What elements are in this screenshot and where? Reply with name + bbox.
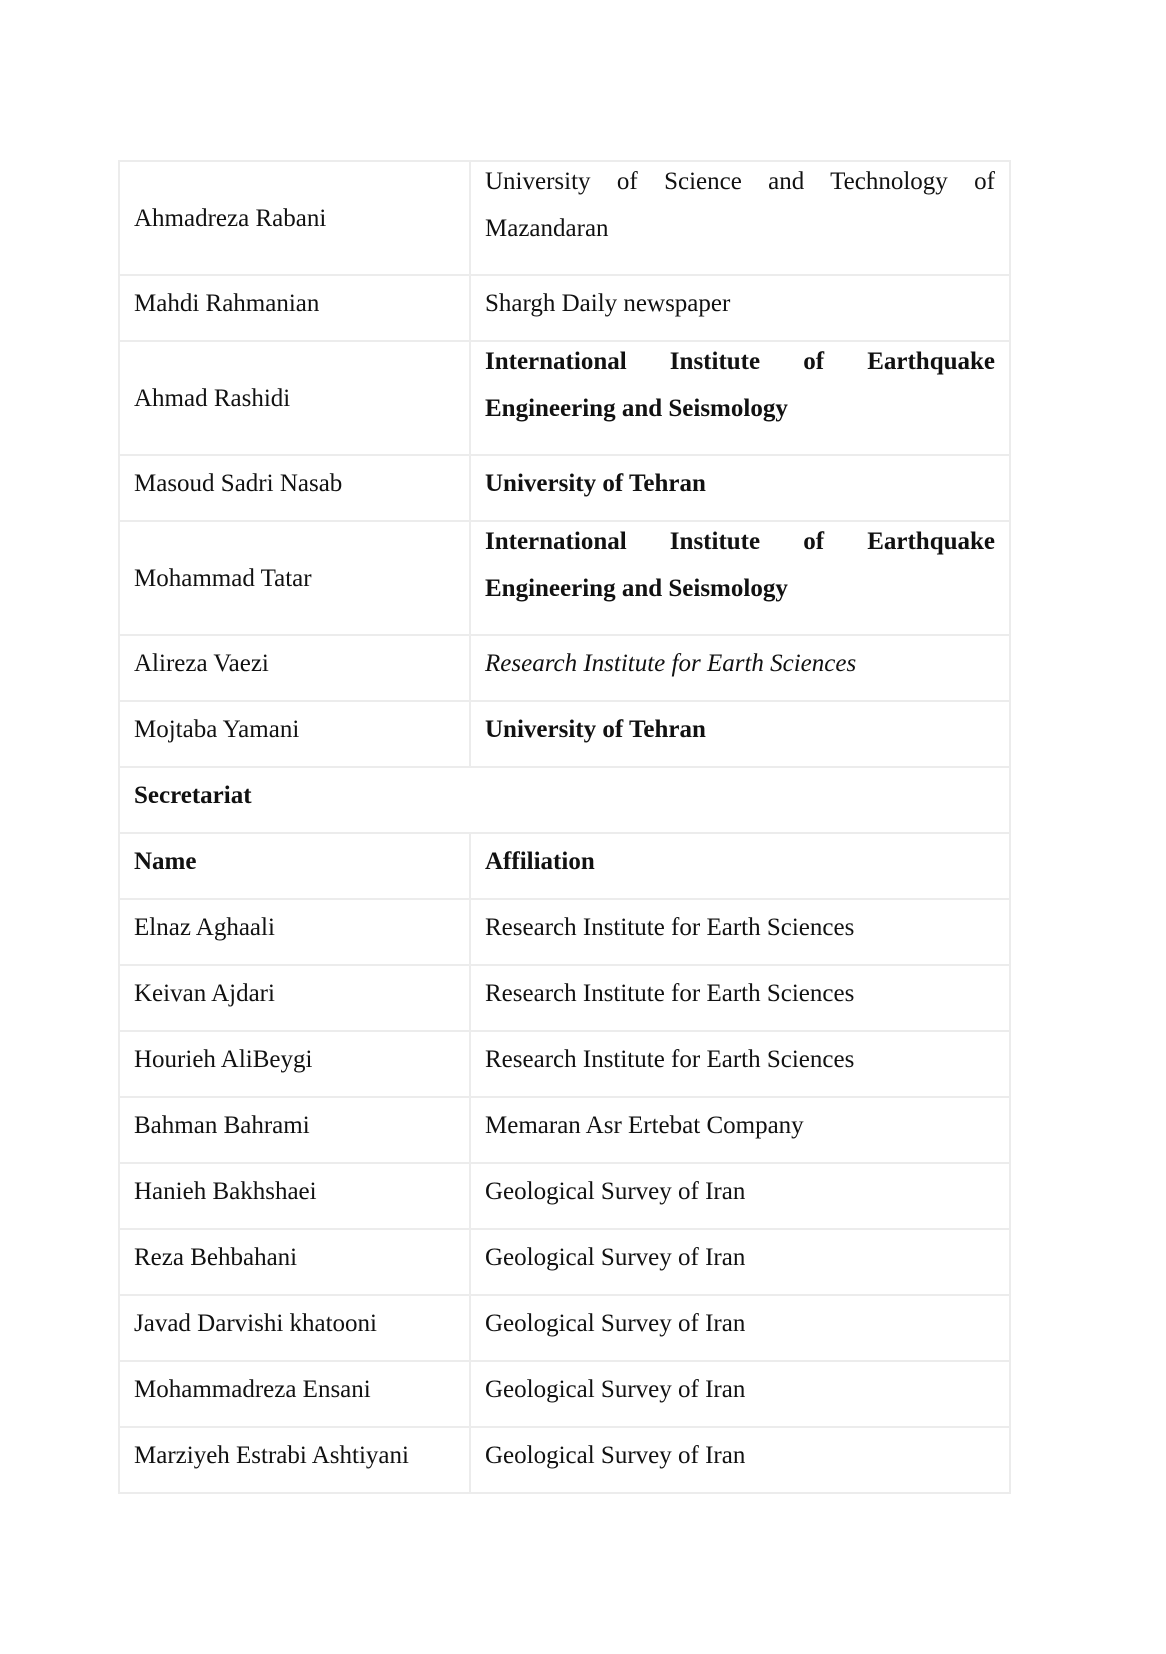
member-affiliation: Geological Survey of Iran [470,1295,1010,1361]
table-row [119,1427,1010,1493]
member-affiliation: Geological Survey of Iran [470,1163,1010,1229]
member-name: Mohammadreza Ensani [119,1361,470,1427]
member-affiliation: Memaran Asr Ertebat Company [470,1097,1010,1163]
section-heading: Secretariat [119,767,1010,833]
members-table [118,160,1011,1494]
member-name: Mojtaba Yamani [119,701,470,767]
member-affiliation: University of Tehran [470,455,1010,521]
member-name: Ahmad Rashidi [119,341,470,455]
table-row [119,161,1010,275]
member-name: Mohammad Tatar [119,521,470,635]
member-affiliation: Research Institute for Earth Sciences [470,965,1010,1031]
section-heading-row [119,767,1010,833]
member-name: Alireza Vaezi [119,635,470,701]
member-name: Masoud Sadri Nasab [119,455,470,521]
member-name: Elnaz Aghaali [119,899,470,965]
member-name: Bahman Bahrami [119,1097,470,1163]
member-name: Hourieh AliBeygi [119,1031,470,1097]
member-affiliation: Geological Survey of Iran [470,1427,1010,1493]
table-row [119,1097,1010,1163]
column-header-row [119,833,1010,899]
table-row [119,701,1010,767]
table-row [119,1361,1010,1427]
column-header-name: Name [119,833,470,899]
member-name: Ahmadreza Rabani [119,161,470,275]
member-affiliation: University of Science and Technology of Mazandaran [470,161,1010,275]
member-affiliation: Research Institute for Earth Sciences [470,899,1010,965]
table-row [119,965,1010,1031]
table-row [119,1031,1010,1097]
member-affiliation: University of Tehran [470,701,1010,767]
table-row [119,1229,1010,1295]
member-affiliation: Geological Survey of Iran [470,1229,1010,1295]
member-name: Javad Darvishi khatooni [119,1295,470,1361]
member-affiliation: International Institute of Earthquake Engineering and Seismology [470,341,1010,455]
member-affiliation: International Institute of Earthquake Engineering and Seismology [470,521,1010,635]
table-row [119,455,1010,521]
table-row [119,1295,1010,1361]
table-row [119,899,1010,965]
member-name: Keivan Ajdari [119,965,470,1031]
member-name: Mahdi Rahmanian [119,275,470,341]
member-name: Reza Behbahani [119,1229,470,1295]
table-row [119,1163,1010,1229]
member-name: Hanieh Bakhshaei [119,1163,470,1229]
column-header-affiliation: Affiliation [470,833,1010,899]
table-row [119,275,1010,341]
member-affiliation: Research Institute for Earth Sciences [470,1031,1010,1097]
member-affiliation: Geological Survey of Iran [470,1361,1010,1427]
table-row [119,341,1010,455]
member-affiliation: Shargh Daily newspaper [470,275,1010,341]
member-name: Marziyeh Estrabi Ashtiyani [119,1427,470,1493]
member-affiliation: Research Institute for Earth Sciences [470,635,1010,701]
table-row [119,635,1010,701]
table-row [119,521,1010,635]
